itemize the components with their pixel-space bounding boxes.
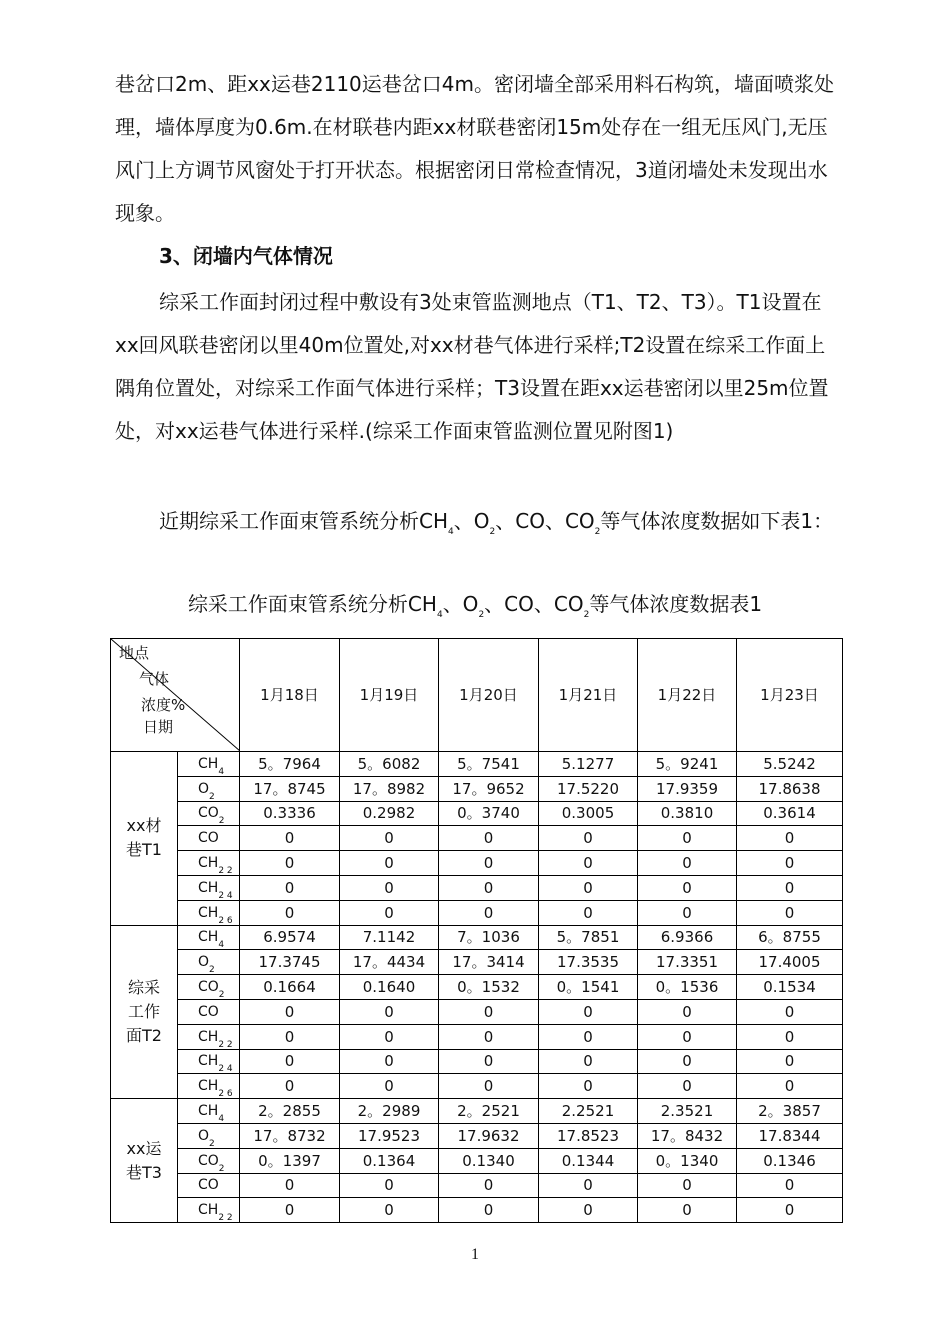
value-cell: 17.3351 [638,950,737,975]
gas-formula: CH [198,755,219,772]
table-row [111,1148,843,1173]
value-cell: 2.2521 [539,1099,638,1124]
value-cell: 0 [638,1049,737,1074]
table-row [111,1123,843,1148]
value-cell: 0 [240,1049,340,1074]
value-cell: 6.9366 [638,925,737,950]
gas-cell [178,1173,240,1198]
value-cell: 0 [240,851,340,876]
date-header: 1月19日 [340,639,439,752]
table-row [111,900,843,925]
value-cell: 17。8982 [340,776,439,801]
value-cell: 6.9574 [240,925,340,950]
value-cell: 17.8638 [737,776,843,801]
value-cell: 0.1346 [737,1148,843,1173]
value-cell: 5。7851 [539,925,638,950]
table-row [111,1173,843,1198]
value-cell: 17.9359 [638,776,737,801]
value-cell: 0 [638,826,737,851]
gas-cell [178,776,240,801]
date-header: 1月20日 [439,639,539,752]
value-cell: 0 [539,1024,638,1049]
date-header: 1月18日 [240,639,340,752]
value-cell: 0 [240,999,340,1024]
table-row [111,999,843,1024]
gas-subscript: 2 [209,791,215,802]
page-number: 1 [471,1246,479,1263]
value-cell: 0 [737,1024,843,1049]
gas-subscript: 2 6 [218,915,233,926]
value-cell: 0.1534 [737,975,843,1000]
gas-subscript: 2 [218,990,225,1001]
value-cell: 17。9652 [439,776,539,801]
location-line: xx材 [126,816,162,836]
date-header: 1月23日 [737,639,843,752]
value-cell: 0 [539,999,638,1024]
value-cell: 0 [340,999,439,1024]
gas-cell [178,851,240,876]
value-cell: 0 [340,1074,439,1099]
gas-cell [178,900,240,925]
gas-formula: CH [198,929,219,946]
gas-formula: CH [198,1053,219,1070]
gas-formula: O [198,780,210,797]
value-cell: 0 [439,1173,539,1198]
paragraph-continuation: 巷岔口2m、距xx运巷2110运巷岔口4m。密闭墙全部采用料石构筑，墙面喷浆处理，墙体厚度为0.6m.在材联巷内距xx材联巷密闭15m处存在一组无压风门,无压风门上方调节风窗处于打开状态。根据密闭日常检查情况，3道闭墙处未发现出水现象。 [115,72,834,225]
location-line: xx运 [126,1138,162,1158]
value-cell: 0 [737,1074,843,1099]
value-cell: 0 [340,900,439,925]
value-cell: 0.3810 [638,801,737,826]
table-row [111,925,843,950]
gas-formula: CO [198,979,219,996]
value-cell: 5。9241 [638,752,737,777]
gas-formula: CH [198,1028,219,1045]
gas-formula: CO [198,805,219,822]
value-cell: 17.3745 [240,950,340,975]
gas-formula: CO [198,830,219,847]
gas-cell [178,1123,240,1148]
gas-cell [178,950,240,975]
value-cell: 17。4434 [340,950,439,975]
value-cell: 5.5242 [737,752,843,777]
value-cell: 0 [539,1074,638,1099]
value-cell: 0。1397 [240,1148,340,1173]
value-cell: 0 [340,1024,439,1049]
location-cell [111,752,178,926]
location-cell [111,1099,178,1223]
value-cell: 0.1364 [340,1148,439,1173]
table-row [111,826,843,851]
value-cell: 0 [638,1198,737,1223]
value-cell: 0 [539,875,638,900]
value-cell: 0 [439,826,539,851]
value-cell: 0 [439,1198,539,1223]
table-row [111,1049,843,1074]
value-cell: 2。2989 [340,1099,439,1124]
value-cell: 17.9632 [439,1123,539,1148]
value-cell: 6。8755 [737,925,843,950]
gas-subscript: 2 2 [218,866,233,877]
date-header: 1月22日 [638,639,737,752]
value-cell: 0.1640 [340,975,439,1000]
table-row [111,752,843,777]
value-cell: 0。1541 [539,975,638,1000]
value-cell: 0 [240,826,340,851]
value-cell: 0 [539,900,638,925]
value-cell: 0。1340 [638,1148,737,1173]
value-cell: 2。2855 [240,1099,340,1124]
gas-cell [178,1024,240,1049]
table-row [111,851,843,876]
location-line: 巷T1 [126,840,162,860]
value-cell: 0 [340,1198,439,1223]
value-cell: 0。3740 [439,801,539,826]
value-cell: 0 [638,851,737,876]
table-row [111,1099,843,1124]
value-cell: 0 [638,900,737,925]
value-cell: 0.1664 [240,975,340,1000]
value-cell: 0 [439,875,539,900]
table-row [111,1024,843,1049]
gas-subscript: 2 [209,1138,215,1149]
location-line: 综采 [127,977,160,997]
table-row [111,950,843,975]
value-cell: 0 [539,1173,638,1198]
gas-cell [178,975,240,1000]
value-cell: 17。3414 [439,950,539,975]
gas-cell [178,1099,240,1124]
value-cell: 0 [638,1074,737,1099]
value-cell: 0 [340,1049,439,1074]
value-cell: 0 [340,875,439,900]
value-cell: 0 [638,875,737,900]
table-row [111,776,843,801]
value-cell: 0 [439,1074,539,1099]
gas-subscript: 2 6 [218,1089,233,1100]
value-cell: 17。8432 [638,1123,737,1148]
value-cell: 0 [539,1198,638,1223]
value-cell: 2。2521 [439,1099,539,1124]
gas-subscript: 2 2 [218,1213,233,1224]
value-cell: 0 [737,999,843,1024]
gas-subscript: 2 [218,1163,225,1174]
gas-formula: CH [198,879,219,896]
table-row [111,975,843,1000]
value-cell: 5。6082 [340,752,439,777]
gas-cell [178,752,240,777]
value-cell: 0 [737,1198,843,1223]
gas-cell [178,1148,240,1173]
gas-cell [178,1049,240,1074]
value-cell: 0.1340 [439,1148,539,1173]
value-cell: 0.3614 [737,801,843,826]
value-cell: 0.2982 [340,801,439,826]
gas-formula: O [198,1127,210,1144]
value-cell: 0 [240,900,340,925]
corner-label-concentration: 浓度% [141,696,186,714]
value-cell: 0 [737,900,843,925]
location-line: 工作 [127,1001,160,1021]
value-cell: 0 [539,851,638,876]
value-cell: 17.5220 [539,776,638,801]
value-cell: 0.3005 [539,801,638,826]
table-row [111,1198,843,1223]
value-cell: 0 [539,1049,638,1074]
date-header: 1月21日 [539,639,638,752]
value-cell: 17.9523 [340,1123,439,1148]
value-cell: 0 [737,1173,843,1198]
value-cell: 17。8745 [240,776,340,801]
gas-cell [178,801,240,826]
gas-cell [178,925,240,950]
value-cell: 17.4005 [737,950,843,975]
value-cell: 0.1344 [539,1148,638,1173]
value-cell: 0 [439,1024,539,1049]
gas-subscript: 4 [218,766,225,777]
gas-formula: CH [198,904,219,921]
gas-formula: CO [198,1003,219,1020]
gas-cell [178,1198,240,1223]
section-heading: 3、闭墙内气体情况 [159,244,333,268]
location-line: 巷T3 [126,1162,162,1182]
value-cell: 7.1142 [340,925,439,950]
value-cell: 0 [240,1074,340,1099]
location-cell [111,925,178,1099]
value-cell: 0 [240,1173,340,1198]
gas-subscript: 2 [218,816,225,827]
value-cell: 0 [638,1024,737,1049]
value-cell: 0 [240,875,340,900]
paragraph-monitoring-points: 综采工作面封闭过程中敷设有3处束管监测地点（T1、T2、T3）。T1设置在xx回风联巷密闭以里40m位置处,对xx材巷气体进行采样;T2设置在综采工作面上隅角位置处，对综采工作面气体进行采样；T3设置在距xx运巷密闭以里25m位置处，对xx运巷气体进行采样.(综采工作面束管监测位置见附图1) [115,290,829,443]
value-cell: 0 [737,826,843,851]
value-cell: 5。7541 [439,752,539,777]
value-cell: 0 [439,900,539,925]
value-cell: 0 [439,851,539,876]
gas-concentration-table [110,638,843,1223]
paragraph-table-intro: 近期综采工作面束管系统分析$CH_4$、$O_2$、CO、$CO_2$等气体浓度数据如下表1： [159,509,834,537]
gas-cell [178,875,240,900]
value-cell: 0 [240,1024,340,1049]
value-cell: 0 [240,1198,340,1223]
gas-cell [178,999,240,1024]
value-cell: 0 [439,1049,539,1074]
gas-formula: CO [198,1152,219,1169]
gas-subscript: 4 [218,1114,225,1125]
value-cell: 0。1536 [638,975,737,1000]
corner-label-place: 地点 [119,644,150,662]
value-cell: 0 [539,826,638,851]
corner-label-gas: 气体 [139,670,170,688]
table-caption: 综采工作面束管系统分析$CH_4$、$O_2$、CO、$CO_2$等气体浓度数据表1 [187,592,763,620]
value-cell: 0 [737,1049,843,1074]
header-corner-cell [111,639,240,752]
value-cell: 0。1532 [439,975,539,1000]
gas-formula: CH [198,855,219,872]
gas-formula: CH [198,1078,219,1095]
value-cell: 5.1277 [539,752,638,777]
value-cell: 17.8344 [737,1123,843,1148]
table-header-row [111,639,843,752]
gas-cell [178,826,240,851]
gas-formula: CH [198,1103,219,1120]
value-cell: 0 [340,851,439,876]
gas-subscript: 2 2 [218,1039,233,1050]
gas-formula: CH [198,1202,219,1219]
gas-formula: O [198,954,210,971]
gas-subscript: 2 [209,965,215,976]
gas-cell [178,1074,240,1099]
value-cell: 0 [737,851,843,876]
value-cell: 17.8523 [539,1123,638,1148]
value-cell: 0 [340,1173,439,1198]
corner-label-date: 日期 [143,718,174,736]
table-row [111,801,843,826]
value-cell: 2.3521 [638,1099,737,1124]
value-cell: 17。8732 [240,1123,340,1148]
gas-subscript: 2 4 [218,890,233,901]
gas-subscript: 2 4 [218,1064,233,1075]
value-cell: 7。1036 [439,925,539,950]
value-cell: 0 [439,999,539,1024]
value-cell: 17.3535 [539,950,638,975]
value-cell: 0.3336 [240,801,340,826]
table-row [111,875,843,900]
value-cell: 5。7964 [240,752,340,777]
value-cell: 0 [737,875,843,900]
value-cell: 2。3857 [737,1099,843,1124]
location-line: 面T2 [126,1025,162,1045]
gas-subscript: 4 [218,940,225,951]
table-row [111,1074,843,1099]
gas-formula: CO [198,1177,219,1194]
value-cell: 0 [638,1173,737,1198]
value-cell: 0 [340,826,439,851]
value-cell: 0 [638,999,737,1024]
